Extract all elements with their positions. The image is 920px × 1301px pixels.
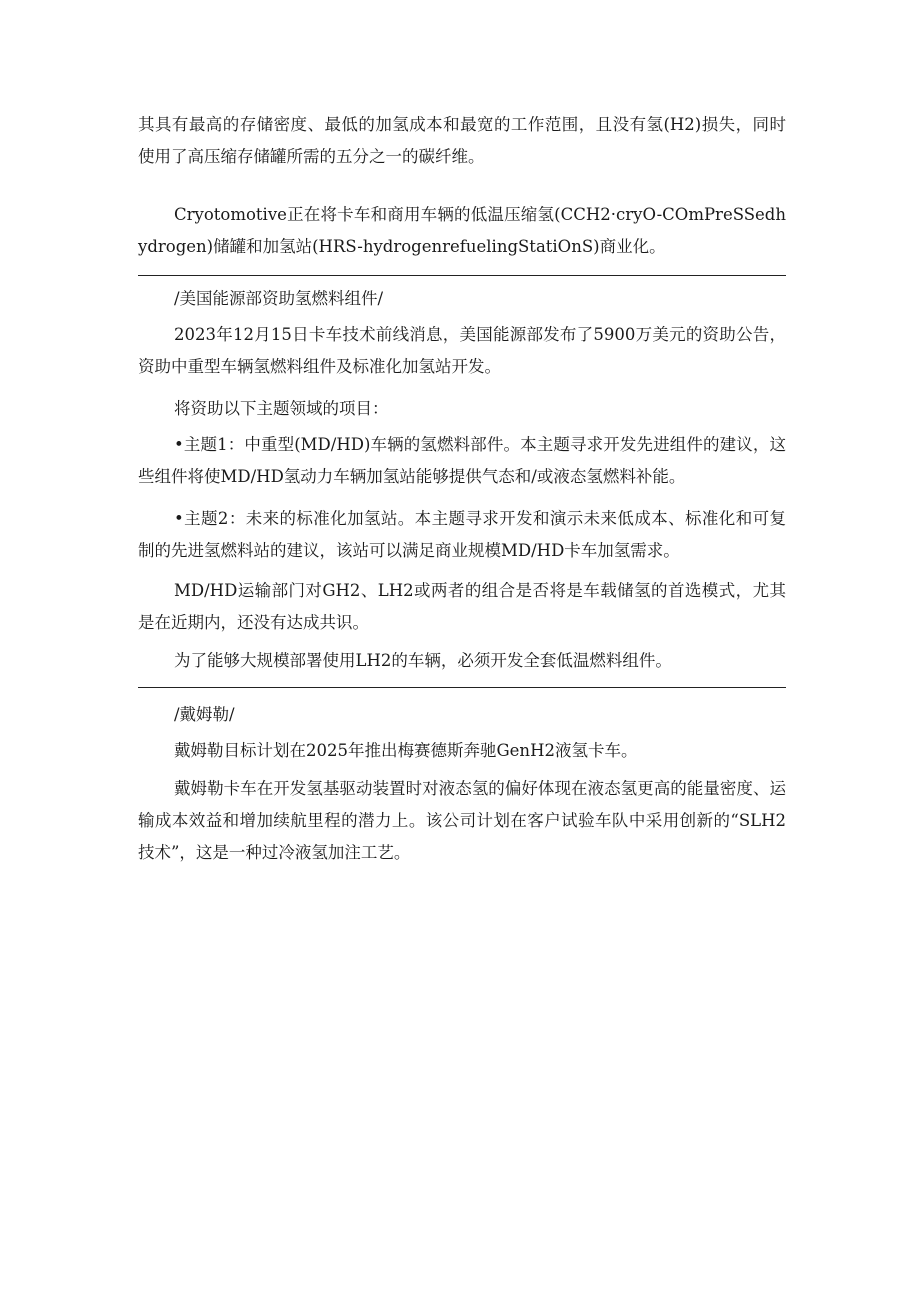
- section2-bullet-2: •主题2：未来的标准化加氢站。本主题寻求开发和演示未来低成本、标准化和可复制的先进氢燃料站的建议，该站可以满足商业规模MD/HD卡车加氢需求。: [138, 509, 786, 560]
- section1-paragraph-1: 其具有最高的存储密度、最低的加氢成本和最宽的工作范围，且没有氢(H2)损失，同时使用了高压缩存储罐所需的五分之一的碳纤维。: [138, 115, 786, 166]
- section3-paragraph-1: 戴姆勒目标计划在2025年推出梅赛德斯奔驰GenH2液氢卡车。: [174, 741, 638, 760]
- section-divider-1: [138, 275, 786, 276]
- section2-paragraph-3: MD/HD运输部门对GH2、LH2或两者的组合是否将是车载储氢的首选模式，尤其是在近期内，还没有达成共识。: [138, 581, 786, 632]
- section-divider-2: [138, 687, 786, 688]
- section1-paragraph-2: Cryotomotive正在将卡车和商用车辆的低温压缩氢(CCH2·cryO-COmPreSSedhydrogen)储罐和加氢站(HRS-hydrogenrefuelingStatiOnS)商业化。: [138, 205, 786, 256]
- section2-paragraph-1: 2023年12月15日卡车技术前线消息，美国能源部发布了5900万美元的资助公告，资助中重型车辆氢燃料组件及标准化加氢站开发。: [138, 325, 786, 376]
- section2-bullet-1: •主题1：中重型(MD/HD)车辆的氢燃料部件。本主题寻求开发先进组件的建议，这些组件将使MD/HD氢动力车辆加氢站能够提供气态和/或液态氢燃料补能。: [138, 435, 786, 486]
- section3-heading: /戴姆勒/: [174, 705, 235, 724]
- section2-paragraph-4: 为了能够大规模部署使用LH2的车辆，必须开发全套低温燃料组件。: [174, 651, 672, 670]
- section3-paragraph-2: 戴姆勒卡车在开发氢基驱动装置时对液态氢的偏好体现在液态氢更高的能量密度、运输成本效益和增加续航里程的潜力上。该公司计划在客户试验车队中采用创新的“SLH2技术”，这是一种过冷液氢加注工艺。: [138, 779, 786, 862]
- section2-heading: /美国能源部资助氢燃料组件/: [174, 289, 384, 308]
- section2-paragraph-2: 将资助以下主题领域的项目：: [174, 399, 389, 418]
